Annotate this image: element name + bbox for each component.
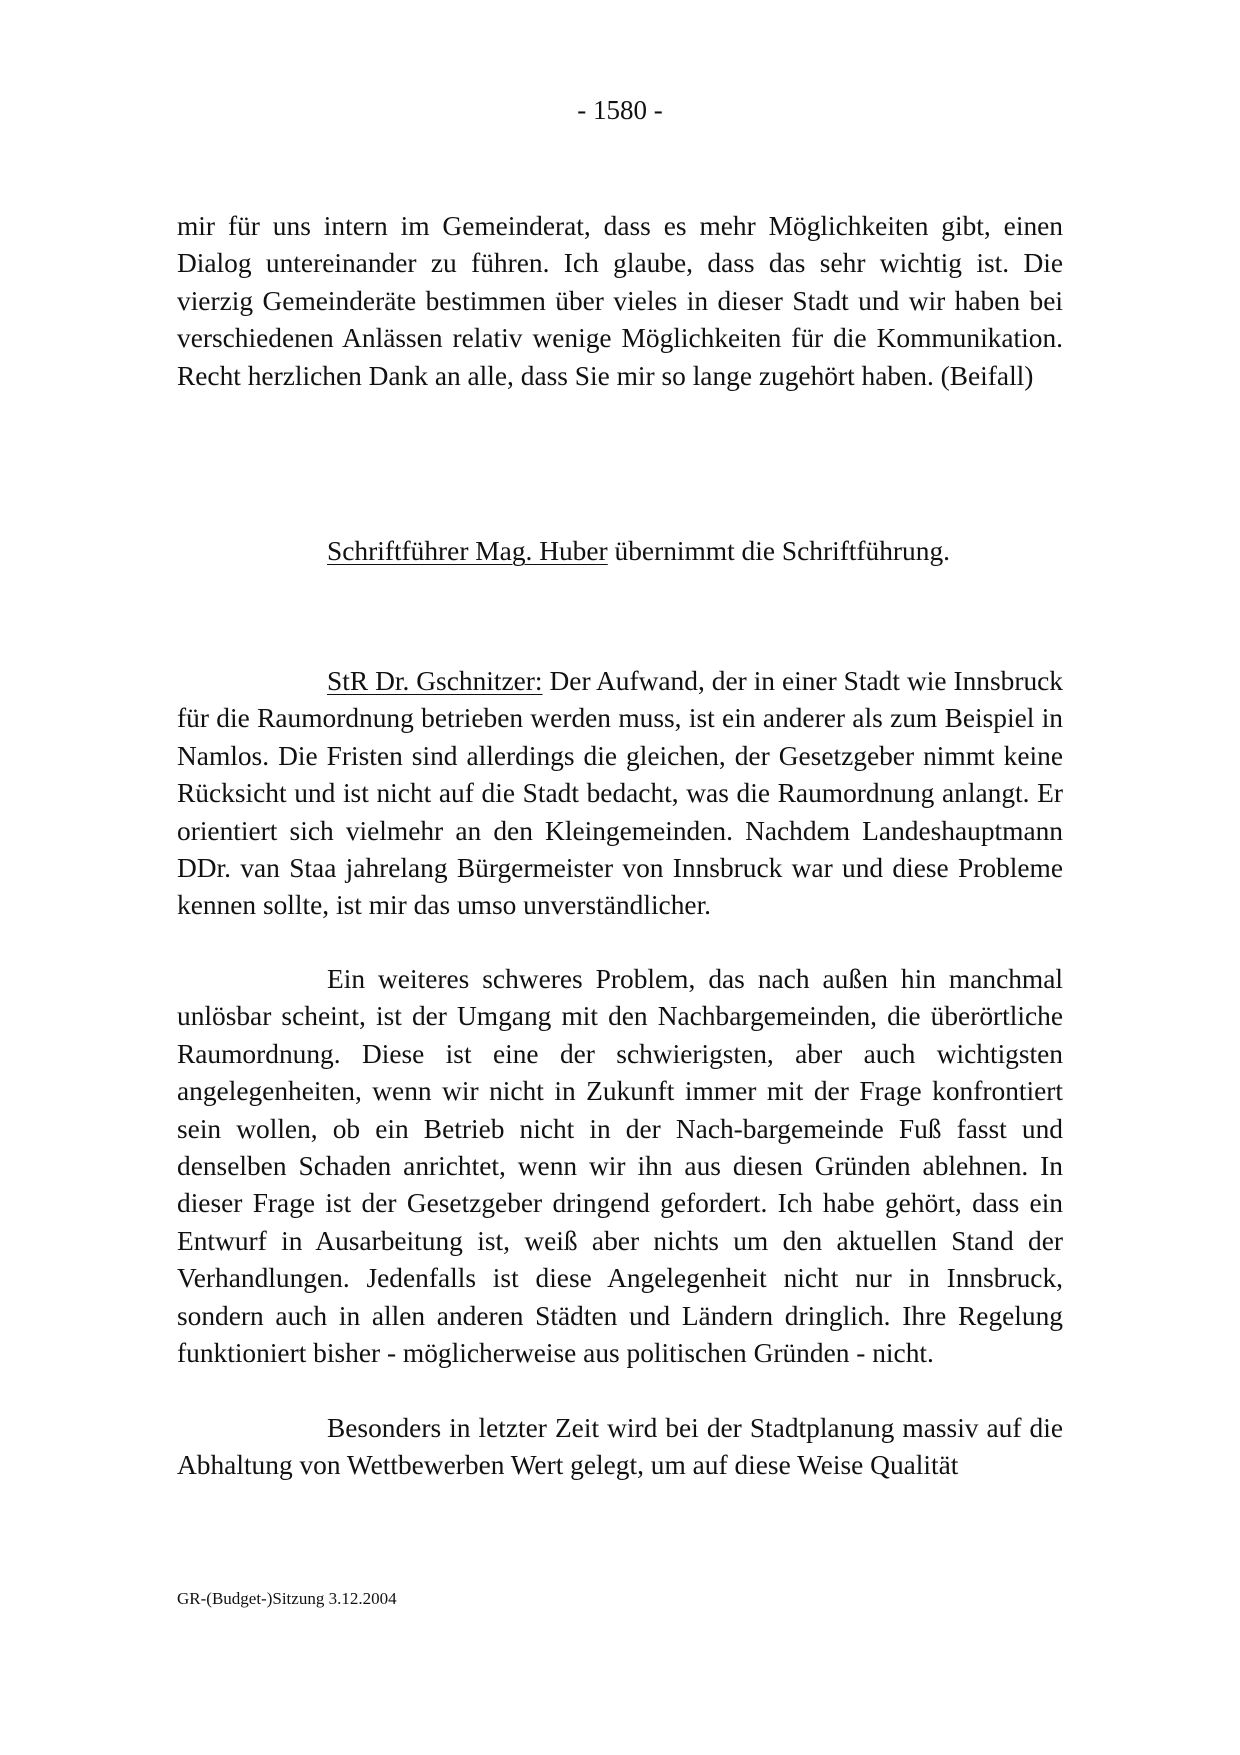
notice-speaker: Schriftführer Mag. Huber: [327, 536, 608, 566]
notice-text: übernimmt die Schriftführung.: [607, 536, 950, 566]
paragraph-gschnitzer-speech: [177, 663, 1063, 925]
speaker-name: StR Dr. Gschnitzer:: [327, 666, 543, 696]
speech-text: Der Aufwand, der in einer Stadt wie Innsbruck für die Raumordnung betrieben werden muss, ist ein anderer als zum Beispiel in Namlos. Die Fristen sind allerdings die gleichen, der Gesetzgeber nimmt keine Rücksicht und ist nicht auf die Stadt bedacht, was die Raumordnung anlangt. Er orientiert sich vielmehr an den Kleingemeinden. Nachdem Landeshauptmann DDr. van Staa jahrelang Bürgermeister von Innsbruck war und diese Probleme kennen sollte, ist mir das umso unverständlicher.: [177, 666, 1063, 921]
minutes-notice: [327, 533, 950, 570]
footer-session-info: GR-(Budget-)Sitzung 3.12.2004: [177, 1589, 397, 1608]
paragraph-neighbouring-communities: Ein weiteres schweres Problem, das nach außen hin manchmal unlösbar scheint, ist der Umgang mit den Nachbargemeinden, die überörtliche Raumordnung. Diese ist eine der schwierigsten, aber auch wichtigsten angelegenheiten, wenn wir nicht in Zukunft immer mit der Frage konfrontiert sein wollen, ob ein Betrieb nicht in der Nach-bargemeinde Fuß fasst und denselben Schaden anrichtet, wenn wir ihn aus diesen Gründen ablehnen. In dieser Frage ist der Gesetzgeber dringend gefordert. Ich habe gehört, dass ein Entwurf in Ausarbeitung ist, weiß aber nichts um den aktuellen Stand der Verhandlungen. Jedenfalls ist diese Angelegenheit nicht nur in Innsbruck, sondern auch in allen anderen Städten und Ländern dringlich. Ihre Regelung funktioniert bisher - möglicherweise aus politischen Gründen - nicht.: [177, 964, 1063, 1369]
paragraph-closing-remarks: mir für uns intern im Gemeinderat, dass es mehr Möglichkeiten gibt, einen Dialog untereinander zu führen. Ich glaube, dass das sehr wichtig ist. Die vierzig Gemeinderäte bestimmen über vieles in dieser Stadt und wir haben bei verschiedenen Anlässen relativ wenige Möglichkeiten für die Kommunikation. Recht herzlichen Dank an alle, dass Sie mir so lange zugehört haben. (Beifall): [177, 211, 1063, 391]
paragraph-competitions: Besonders in letzter Zeit wird bei der Stadtplanung massiv auf die Abhaltung von Wettbewerben Wert gelegt, um auf diese Weise Qualität: [177, 1413, 1063, 1481]
page-number: - 1580 -: [577, 95, 663, 125]
